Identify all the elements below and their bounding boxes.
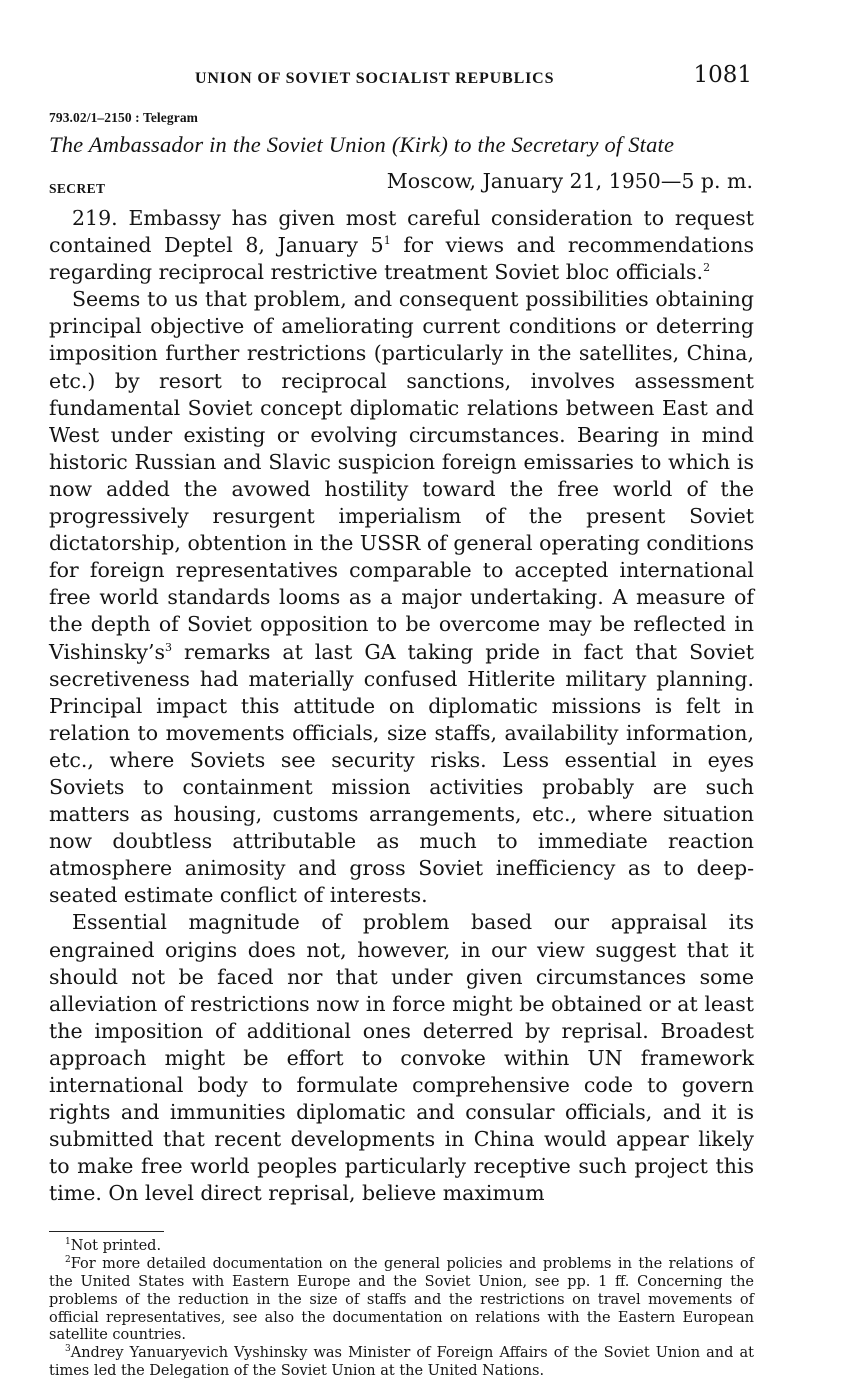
- footnote-2-marker: 2: [65, 1255, 71, 1266]
- dateline: [49, 169, 754, 205]
- telegram-body: [49, 205, 754, 1207]
- place-and-date: Moscow, January 21, 1950—5 p. m.: [386, 169, 753, 193]
- paragraph-1-text-a: 219. Embassy has given most careful consideration to request contained Deptel 8, January 5: [49, 206, 754, 258]
- footnote-ref-2: 2: [703, 261, 711, 275]
- footnote-1-marker: 1: [65, 1237, 71, 1248]
- footnote-3-marker: 3: [65, 1344, 71, 1355]
- footnote-divider: [49, 1231, 164, 1232]
- footnote-2-text: For more detailed documentation on the general policies and problems in the relations of the United States with Eastern Europe and the Soviet Union, see pp. 1 ff. Concerning the problems of the reduction in the size of staffs and the restrictions on travel movements of official representatives, see also the documentation on relations with the Eastern European satellite countries.: [49, 1256, 754, 1344]
- footnote-1: [49, 1238, 754, 1256]
- paragraph-1: [49, 205, 754, 286]
- document-heading: The Ambassador in the Soviet Union (Kirk) to the Secretary of State: [49, 132, 675, 157]
- document-page: [49, 58, 754, 1381]
- paragraph-1-text-b: for views and recommendations regarding reciprocal restrictive treatment Soviet bloc officials.: [49, 233, 754, 285]
- footnote-3-text: Andrey Yanuaryevich Vyshinsky was Minister of Foreign Affairs of the Soviet Union and at times led the Delegation of the Soviet Union at the United Nations.: [49, 1345, 754, 1380]
- footnote-1-text: Not printed.: [70, 1238, 162, 1255]
- running-header: [49, 58, 754, 98]
- paragraph-3: Essential magnitude of problem based our appraisal its engrained origins does not, however, in our view suggest that it should not be faced nor that under given circumstances some alleviation of restrictions now in force might be obtained or at least the imposition of additional ones deterred by reprisal. Broadest approach might be effort to convoke within UN framework international body to formulate comprehensive code to govern rights and immunities diplomatic and consular officials, and it is submitted that recent developments in China would appear likely to make free world peoples particularly receptive such project this time. On level direct reprisal, believe maximum: [49, 910, 754, 1206]
- classification-label: SECRET: [49, 181, 106, 196]
- paragraph-2-text-b: remarks at last GA taking pride in fact that Soviet secretiveness had materially confused Hitlerite military planning. Principal impact this attitude on diplomatic missions is felt in relation to movements officials, size staffs, availability information, etc., where Soviets see security risks. Less essential in eyes Soviets to containment mission activities probably are such matters as housing, customs arrangements, etc., where situation now doubtless attributable as much to immediate reaction atmosphere animosity and gross Soviet inefficiency as to deep-seated estimate conflict of interests.: [49, 639, 754, 908]
- footnote-3: [49, 1345, 754, 1381]
- footnote-ref-1: 1: [383, 234, 391, 248]
- footnote-2: [49, 1256, 754, 1345]
- paragraph-2: [49, 286, 754, 909]
- page-number: 1081: [693, 62, 752, 88]
- file-number: 793.02/1–2150 : Telegram: [49, 110, 199, 125]
- footnote-ref-3: 3: [165, 640, 173, 654]
- paragraph-2-text-a: Seems to us that problem, and consequent possibilities obtaining principal objective of ameliorating current conditions or deterring imposition further restrictions (particularly in the satellites, China, etc.) by resort to reciprocal sanctions, involves assessment fundamental Soviet concept diplomatic relations between East and West under existing or evolving circumstances. Bearing in mind historic Russian and Slavic suspicion foreign emissaries to which is now added the avowed hostility toward the free world of the progressively resurgent imperialism of the present Soviet dictatorship, obtention in the USSR of general operating conditions for foreign representatives comparable to accepted international free world standards looms as a major undertaking. A measure of the depth of Soviet opposition to be overcome may be reflected in Vishinsky’s: [49, 287, 754, 664]
- running-title: UNION OF SOVIET SOCIALIST REPUBLICS: [195, 70, 555, 87]
- footnotes: [49, 1238, 754, 1380]
